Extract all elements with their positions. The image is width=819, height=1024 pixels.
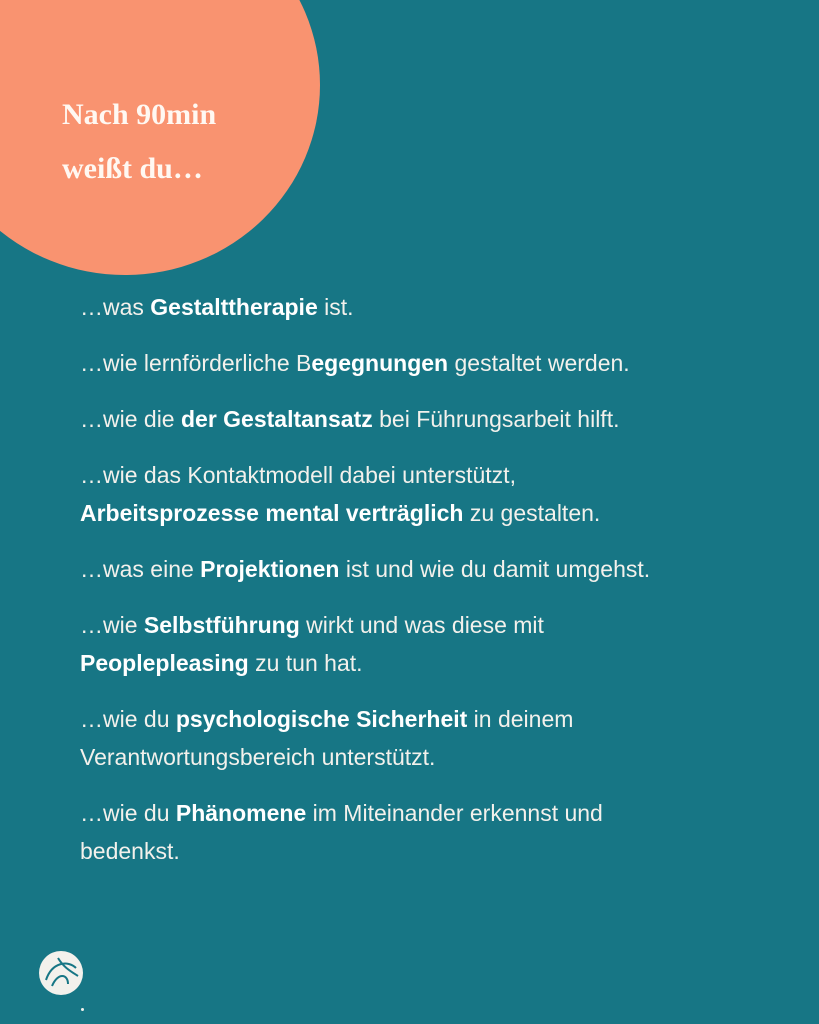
circle-logo-icon	[38, 950, 84, 996]
headline-line-1: Nach 90min	[62, 98, 217, 131]
item-text: wirkt und was diese mit	[299, 612, 544, 638]
item-text: gestaltet werden.	[448, 350, 630, 376]
headline-line-2: weißt du…	[62, 152, 203, 185]
list-item-line	[80, 644, 800, 682]
list-item-line	[80, 738, 800, 776]
item-text: …wie du	[80, 800, 176, 826]
list-item	[80, 456, 800, 532]
highlight-text: Gestalttherapie	[150, 294, 318, 320]
highlight-text: Arbeitsprozesse mental verträglich	[80, 500, 464, 526]
list-item-line	[80, 700, 800, 738]
item-text: …wie lernförderliche B	[80, 350, 312, 376]
item-text: …was	[80, 294, 151, 320]
highlight-text: Selbstführung	[143, 612, 300, 638]
item-text: …wie du	[80, 706, 176, 732]
item-text: zu gestalten.	[463, 500, 601, 526]
item-text: …wie das Kontaktmodell dabei unterstützt,	[80, 462, 516, 488]
highlight-text: egegnungen	[311, 350, 449, 376]
item-text: im Miteinander erkennst und	[306, 800, 603, 826]
item-text: ist und wie du damit umgehst.	[339, 556, 651, 582]
item-text: ist.	[317, 294, 354, 320]
list-item-line	[80, 606, 800, 644]
list-item	[80, 344, 800, 382]
highlight-text: psychologische Sicherheit	[175, 706, 468, 732]
highlight-text: Peoplepleasing	[80, 650, 249, 676]
list-item	[80, 606, 800, 682]
list-item-line	[80, 400, 800, 438]
item-text: zu tun hat.	[248, 650, 363, 676]
list-item-line	[80, 832, 800, 870]
highlight-text: Phänomene	[175, 800, 307, 826]
footer-dot	[81, 1008, 84, 1011]
list-item	[80, 288, 800, 326]
list-item-line	[80, 550, 800, 588]
list-item-line	[80, 288, 800, 326]
list-item-line	[80, 794, 800, 832]
item-text: bedenkst.	[80, 838, 180, 864]
item-text: …was eine	[80, 556, 201, 582]
item-text: …wie die	[80, 406, 181, 432]
learning-outcomes-list	[80, 288, 800, 888]
list-item-line	[80, 494, 800, 532]
highlight-text: Projektionen	[200, 556, 340, 582]
list-item	[80, 400, 800, 438]
item-text: bei Führungsarbeit hilft.	[372, 406, 620, 432]
list-item-line	[80, 344, 800, 382]
list-item	[80, 794, 800, 870]
item-text: Verantwortungsbereich unterstützt.	[80, 744, 436, 770]
list-item	[80, 550, 800, 588]
item-text: …wie	[80, 612, 144, 638]
headline	[62, 88, 216, 196]
list-item-line	[80, 456, 800, 494]
item-text: in deinem	[467, 706, 574, 732]
list-item	[80, 700, 800, 776]
highlight-text: der Gestaltansatz	[180, 406, 373, 432]
